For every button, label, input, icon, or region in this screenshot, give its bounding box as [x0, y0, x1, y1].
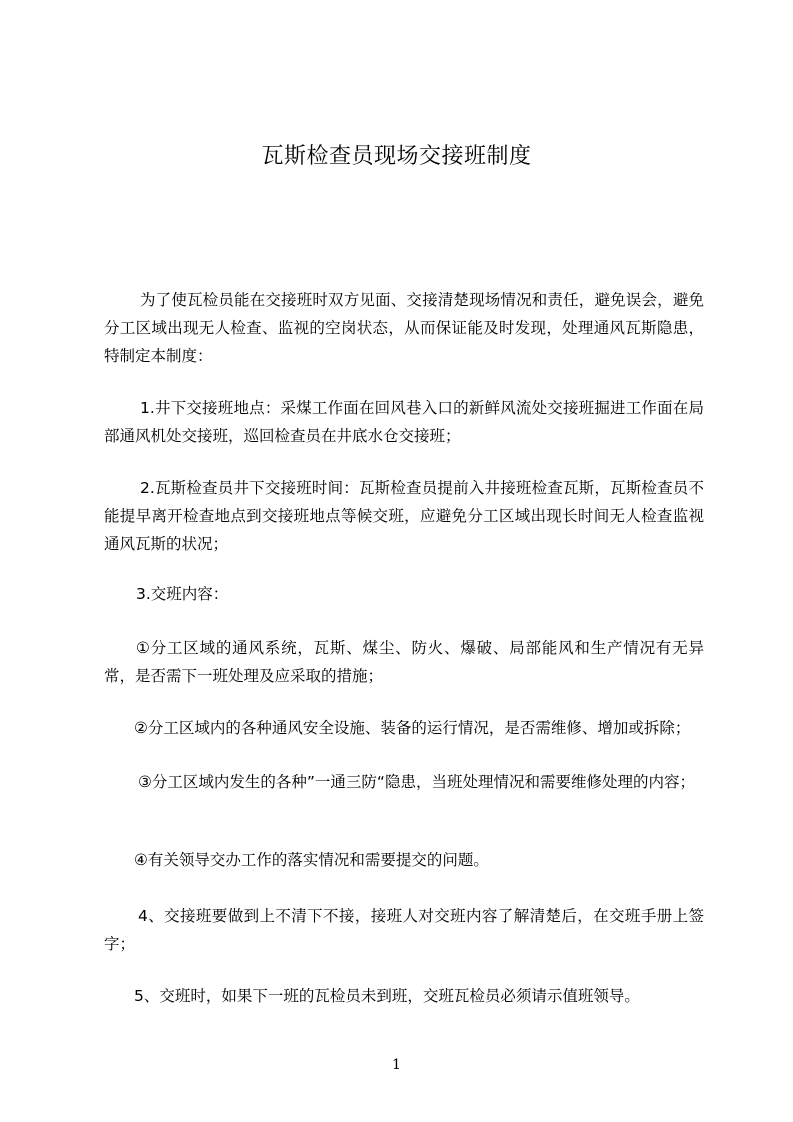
document-title: 瓦斯检查员现场交接班制度 [261, 144, 532, 169]
item-3-heading: 3.交班内容： [136, 585, 229, 603]
item-5-paragraph: 5、交班时，如果下一班的瓦检员未到班，交班瓦检员必须请示值班领导。 [134, 987, 640, 1005]
item-2-paragraph: 2.瓦斯检查员井下交接班时间：瓦斯检查员提前入井接班检查瓦斯，瓦斯检查员不能提早离开检查地点到交接班地点等候交班，应避免分工区域出现长时间无人检查监视通风瓦斯的状况； [104, 479, 704, 553]
item-1-paragraph: 1.井下交接班地点：采煤工作面在回风巷入口的新鲜风流处交接班掘进工作面在局部通风机处交接班，巡回检查员在井底水仓交接班； [104, 399, 704, 445]
item-3-sub-4: ④有关领导交办工作的落实情况和需要提交的问题。 [134, 851, 489, 869]
item-3-sub-1: ①分工区域的通风系统，瓦斯、煤尘、防火、爆破、局部能风和生产情况有无异常，是否需下一班处理及应采取的措施； [104, 639, 704, 685]
page-number: 1 [392, 1057, 401, 1073]
intro-paragraph: 为了使瓦检员能在交接班时双方见面、交接清楚现场情况和责任，避免误会，避免分工区域出现无人检查、监视的空岗状态，从而保证能及时发现，处理通风瓦斯隐患，特制定本制度： [104, 291, 704, 365]
item-4-paragraph: 4、交接班要做到上不清下不接，接班人对交班内容了解清楚后，在交班手册上签字； [104, 907, 704, 953]
item-3-sub-3: ③分工区域内发生的各种”一通三防“隐患，当班处理情况和需要维修处理的内容； [138, 773, 695, 791]
item-3-sub-2: ②分工区域内的各种通风安全设施、装备的运行情况，是否需维修、增加或拆除； [134, 719, 691, 737]
